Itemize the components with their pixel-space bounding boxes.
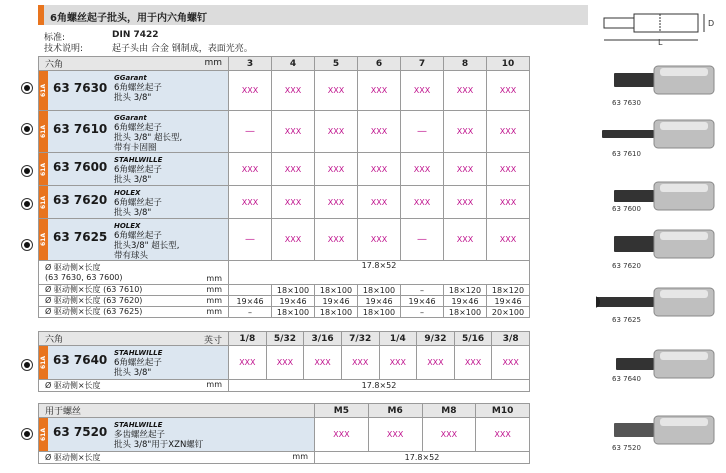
d-label: D	[708, 19, 715, 28]
tool-caption: 63 7630	[612, 99, 641, 107]
dimension-label: Ø 驱动侧×长度 (63 7610) mm	[39, 285, 229, 296]
size-cell[interactable]: XXX	[315, 71, 358, 111]
tech-label: 技术说明:	[44, 44, 84, 54]
brand-logo: GGarant	[114, 114, 147, 122]
product-cell[interactable]	[39, 111, 229, 153]
size-cell[interactable]: XXX	[315, 219, 358, 261]
tool-image	[596, 116, 722, 152]
dimension-value: 18×100	[272, 285, 315, 296]
table-row	[39, 219, 530, 261]
size-cell[interactable]: XXX	[487, 219, 530, 261]
size-header: 7	[401, 57, 444, 71]
dimension-row	[39, 380, 530, 392]
category-tag: 61A	[39, 418, 49, 451]
dimension-diagram	[600, 8, 718, 46]
dimension-label: Ø 驱动侧×长度 mm	[39, 452, 315, 464]
dimension-value: 19×46	[229, 296, 272, 307]
dimension-value: –	[229, 307, 272, 318]
size-header: M6	[368, 404, 422, 418]
dimension-value: 19×46	[272, 296, 315, 307]
size-cell: —	[401, 111, 444, 153]
dimension-value	[229, 285, 272, 296]
size-cell[interactable]: XXX	[229, 71, 272, 111]
product-code[interactable]: 63 7630	[53, 81, 108, 95]
size-header: 6	[358, 57, 401, 71]
dimension-label: Ø 驱动侧×长度 (63 7630, 63 7600) mm	[39, 261, 229, 285]
size-header: M10	[476, 404, 530, 418]
select-radio[interactable]	[21, 165, 33, 177]
select-radio[interactable]	[21, 198, 33, 210]
size-cell[interactable]: XXX	[358, 219, 401, 261]
category-tag: 61A	[39, 111, 49, 152]
title-bar	[38, 5, 588, 25]
product-code[interactable]: 63 7620	[53, 192, 108, 207]
brand-logo: GGarant	[114, 74, 147, 82]
table-header	[39, 57, 530, 71]
size-cell[interactable]: XXX	[229, 153, 272, 186]
product-cell[interactable]	[39, 186, 229, 219]
dimension-value: 18×100	[272, 307, 315, 318]
table-row	[39, 111, 530, 153]
size-cell[interactable]: XXX	[272, 219, 315, 261]
select-radio[interactable]	[21, 123, 33, 135]
category-tag: 61A	[39, 153, 49, 185]
table-row	[39, 346, 530, 380]
category-tag: 61A	[39, 71, 49, 110]
size-cell[interactable]: XXX	[315, 153, 358, 186]
size-header: 3	[229, 57, 272, 71]
tool-caption: 63 7520	[612, 444, 641, 452]
tool-image	[596, 412, 722, 448]
size-cell[interactable]: XXX	[444, 71, 487, 111]
page-title: 6角螺丝起子批头，用于内六角螺钉	[50, 13, 207, 24]
product-cell[interactable]	[39, 153, 229, 186]
size-header: 3/8	[492, 332, 530, 346]
header-label: 六角 英寸	[39, 332, 229, 346]
dimension-value: 19×46	[487, 296, 530, 307]
size-cell[interactable]: XXX	[401, 186, 444, 219]
size-header: 10	[487, 57, 530, 71]
size-cell[interactable]: XXX	[444, 186, 487, 219]
size-cell[interactable]: XXX	[315, 418, 369, 452]
select-radio[interactable]	[21, 428, 33, 440]
product-description: 6角螺丝起子 批头 3/8"	[114, 198, 162, 218]
header-label: 六角 mm	[39, 57, 229, 71]
size-cell[interactable]: XXX	[368, 418, 422, 452]
dimension-row	[39, 296, 530, 307]
dimension-value: 18×100	[358, 307, 401, 318]
product-description: 多齿螺丝起子 批头 3/8"用于XZN螺钉	[114, 430, 204, 450]
size-cell[interactable]: XXX	[444, 219, 487, 261]
dimension-label: Ø 驱动侧×长度 mm	[39, 380, 229, 392]
select-radio[interactable]	[21, 359, 33, 371]
size-cell[interactable]: XXX	[229, 346, 267, 380]
tool-image	[596, 62, 722, 98]
product-description: 6角螺丝起子 批头 3/8" 超长型, 带有卡固圈	[114, 123, 183, 153]
select-radio[interactable]	[21, 239, 33, 251]
tool-caption: 63 7610	[612, 150, 641, 158]
size-cell[interactable]: XXX	[272, 71, 315, 111]
select-radio[interactable]	[21, 82, 33, 94]
dimension-value: 19×46	[444, 296, 487, 307]
size-cell[interactable]: XXX	[315, 111, 358, 153]
dimension-value: 18×120	[487, 285, 530, 296]
dimension-row	[39, 261, 530, 285]
size-cell[interactable]: XXX	[315, 186, 358, 219]
product-cell[interactable]	[39, 71, 229, 111]
std-value: DIN 7422	[112, 30, 159, 40]
dimension-value: 20×100	[487, 307, 530, 318]
size-cell[interactable]: XXX	[487, 71, 530, 111]
table-hex-inch	[38, 331, 530, 392]
brand-logo: HOLEX	[114, 222, 141, 230]
size-cell[interactable]: XXX	[272, 111, 315, 153]
dimension-label: Ø 驱动侧×长度 (63 7620) mm	[39, 296, 229, 307]
dimension-value: 18×120	[444, 285, 487, 296]
size-cell[interactable]: XXX	[401, 71, 444, 111]
dimension-row	[39, 307, 530, 318]
size-header: 7/32	[341, 332, 379, 346]
tool-caption: 63 7625	[612, 316, 641, 324]
size-cell[interactable]: XXX	[417, 346, 455, 380]
size-cell[interactable]: XXX	[358, 186, 401, 219]
dimension-value: 18×100	[315, 285, 358, 296]
product-code[interactable]: 63 7600	[53, 159, 108, 174]
header-label: 用于螺丝	[39, 404, 315, 418]
table-row	[39, 186, 530, 219]
brand-logo: STAHLWILLE	[114, 349, 163, 357]
tool-caption: 63 7620	[612, 262, 641, 270]
size-header: 1/8	[229, 332, 267, 346]
dimension-value: 19×46	[315, 296, 358, 307]
product-description: 6角螺丝起子 批头 3/8"	[114, 358, 162, 378]
title-accent	[38, 5, 44, 25]
l-label: L	[658, 38, 663, 46]
size-cell[interactable]: XXX	[487, 111, 530, 153]
dimension-value: 18×100	[315, 307, 358, 318]
dimension-value: –	[401, 285, 444, 296]
tech-value: 起子头由 合金 钢制成，表面光亮。	[112, 44, 253, 54]
tool-caption: 63 7640	[612, 375, 641, 383]
brand-logo: STAHLWILLE	[114, 156, 163, 164]
size-cell[interactable]: XXX	[272, 186, 315, 219]
dimension-value: 17.8×52	[229, 261, 530, 285]
brand-logo: STAHLWILLE	[114, 421, 163, 429]
dimension-label: Ø 驱动侧×长度 (63 7625) mm	[39, 307, 229, 318]
size-cell[interactable]: XXX	[379, 346, 417, 380]
size-cell[interactable]: XXX	[422, 418, 476, 452]
product-code[interactable]: 63 7610	[53, 122, 108, 136]
product-code[interactable]: 63 7520	[53, 425, 108, 439]
size-cell[interactable]: XXX	[358, 153, 401, 186]
dimension-row	[39, 285, 530, 296]
size-cell: —	[401, 219, 444, 261]
product-description: 6角螺丝起子 批头 3/8"	[114, 165, 162, 185]
size-cell[interactable]: XXX	[304, 346, 342, 380]
product-code[interactable]: 63 7640	[53, 353, 108, 367]
size-cell[interactable]: XXX	[444, 153, 487, 186]
table-row	[39, 418, 530, 452]
table-hex-mm	[38, 56, 530, 318]
size-cell[interactable]: XXX	[492, 346, 530, 380]
dimension-row	[39, 452, 530, 464]
tool-image	[596, 226, 722, 262]
size-cell[interactable]: XXX	[358, 111, 401, 153]
size-cell: —	[229, 219, 272, 261]
size-cell[interactable]: XXX	[266, 346, 304, 380]
size-header: 5/16	[454, 332, 492, 346]
size-cell[interactable]: XXX	[454, 346, 492, 380]
dimension-value: 17.8×52	[315, 452, 530, 464]
product-cell[interactable]	[39, 219, 229, 261]
size-header: 5/32	[266, 332, 304, 346]
table-xzn	[38, 403, 530, 464]
size-cell[interactable]: XXX	[341, 346, 379, 380]
size-cell[interactable]: XXX	[229, 186, 272, 219]
dimension-value: –	[401, 307, 444, 318]
product-description: 6角螺丝起子 批头 3/8"	[114, 83, 162, 103]
size-header: 1/4	[379, 332, 417, 346]
size-cell[interactable]: XXX	[272, 153, 315, 186]
table-row	[39, 153, 530, 186]
product-cell[interactable]	[39, 418, 315, 452]
size-header: 9/32	[417, 332, 455, 346]
product-cell[interactable]	[39, 346, 229, 380]
table-row	[39, 71, 530, 111]
category-tag: 61A	[39, 186, 49, 218]
tool-image	[596, 284, 722, 320]
size-header: 8	[444, 57, 487, 71]
dimension-value: 18×100	[444, 307, 487, 318]
std-label: 标准:	[44, 33, 66, 43]
size-cell: —	[229, 111, 272, 153]
category-tag: 61A	[39, 346, 49, 379]
size-cell[interactable]: XXX	[487, 186, 530, 219]
tool-caption: 63 7600	[612, 205, 641, 213]
category-tag: 61A	[39, 219, 49, 260]
size-cell[interactable]: XXX	[487, 153, 530, 186]
dimension-value: 19×46	[358, 296, 401, 307]
product-description: 6角螺丝起子 批头3/8" 超长型, 带有球头	[114, 231, 180, 261]
size-header: 3/16	[304, 332, 342, 346]
size-cell[interactable]: XXX	[476, 418, 530, 452]
dimension-value: 18×100	[358, 285, 401, 296]
dimension-value: 19×46	[401, 296, 444, 307]
size-header: 5	[315, 57, 358, 71]
size-header: M5	[315, 404, 369, 418]
size-cell[interactable]: XXX	[401, 153, 444, 186]
brand-logo: HOLEX	[114, 189, 141, 197]
product-code[interactable]: 63 7625	[53, 230, 108, 244]
size-header: 4	[272, 57, 315, 71]
size-header: M8	[422, 404, 476, 418]
dimension-value: 17.8×52	[229, 380, 530, 392]
size-cell[interactable]: XXX	[444, 111, 487, 153]
size-cell[interactable]: XXX	[358, 71, 401, 111]
